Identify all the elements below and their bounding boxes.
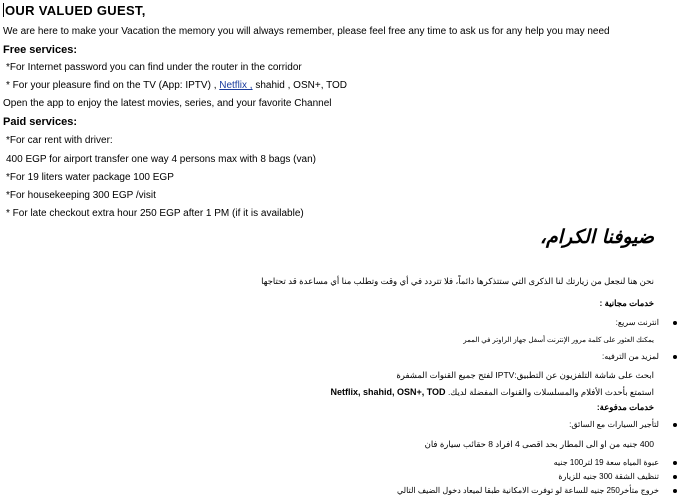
arabic-car-detail: 400 جنيه من او الى المطار بحد اقصى 4 افراد 8 حقائب سيارة فان: [424, 439, 654, 449]
english-intro: We are here to make your Vacation the memory you will always remember, please feel free any time to ask us for any help you may need: [3, 26, 610, 37]
arabic-cleaning-text: تنظيف الشقة 300 جنيه للزيارة: [558, 472, 659, 481]
paid-item-housekeeping: *For housekeeping 300 EGP /visit: [6, 190, 156, 201]
arabic-internet-detail: يمكنك العثور على كلمة مرور الإنترنت أسفل جهاز الراوتر في الممر: [463, 337, 654, 344]
arabic-paid-heading: خدمات مدفوعة:: [596, 402, 654, 412]
english-greeting: [3, 3, 146, 18]
paid-services-heading: Paid services:: [3, 116, 77, 128]
arabic-internet-item: [616, 318, 677, 327]
bullet-icon: [673, 489, 677, 493]
arabic-intro: نحن هنا لنجعل من زيارتك لنا الذكرى التي ستتذكرها دائماً، فلا تتردد في أي وقت وتطلب منا أي مساعدة قد تحتاجها: [261, 276, 654, 286]
arabic-late-checkout-item: [397, 486, 677, 495]
paid-item-airport: 400 EGP for airport transfer one way 4 persons max with 8 bags (van): [6, 154, 316, 165]
arabic-internet-label: انترنت سريع:: [615, 318, 659, 327]
arabic-late-checkout-text: خروج متأخر250 جنيه للساعة لو توفرت الامكانية طبقا لميعاد دخول الضيف التالي: [397, 486, 659, 495]
paid-item-car: *For car rent with driver:: [6, 135, 113, 146]
bullet-icon: [673, 461, 677, 465]
arabic-free-heading: خدمات مجانية :: [599, 298, 654, 308]
bullet-icon: [673, 321, 677, 325]
free-tv-item: [6, 80, 347, 91]
bullet-icon: [673, 355, 677, 359]
arabic-cleaning-item: [558, 472, 677, 481]
free-tv-channels: shahid , OSN+, TOD: [255, 80, 347, 91]
arabic-car-item: [569, 420, 677, 429]
free-tv-text: * For your pleasure find on the TV (App: IPTV) ,: [6, 80, 217, 91]
english-greeting-text: OUR VALUED GUEST,: [5, 3, 146, 18]
arabic-enjoy-line: [330, 387, 654, 398]
arabic-greeting: ضيوفنا الكرام،: [539, 226, 654, 248]
paid-item-water: *For 19 liters water package 100 EGP: [6, 172, 174, 183]
arabic-car-label: لتأجير السيارات مع السائق:: [569, 420, 659, 429]
text-cursor: [3, 3, 4, 17]
arabic-enjoy-channels: Netflix, shahid, OSN+, TOD: [330, 387, 446, 397]
arabic-entertainment-label: لمزيد من الترفيه:: [602, 352, 659, 361]
bullet-icon: [673, 423, 677, 427]
arabic-enjoy-prefix: استمتع بأحدث الأفلام والمسلسلات والقنوات المفضلة لديك.: [447, 387, 654, 397]
arabic-water-item: [554, 458, 677, 467]
free-app-line: Open the app to enjoy the latest movies, series, and your favorite Channel: [3, 98, 332, 109]
free-internet-item: *For Internet password you can find under the router in the corridor: [6, 62, 302, 73]
arabic-entertainment-detail: ابحث على شاشة التلفزيون عن التطبيق:IPTV لفتح جميع القنوات المشفرة: [396, 370, 654, 380]
paid-item-late-checkout: * For late checkout extra hour 250 EGP after 1 PM (if it is available): [6, 208, 304, 219]
arabic-water-text: عبوة المياه سعة 19 لتر100 جنيه: [553, 458, 659, 467]
netflix-link[interactable]: Netflix ,: [219, 80, 253, 91]
bullet-icon: [673, 475, 677, 479]
free-services-heading: Free services:: [3, 44, 77, 56]
arabic-entertainment-item: [602, 352, 677, 361]
